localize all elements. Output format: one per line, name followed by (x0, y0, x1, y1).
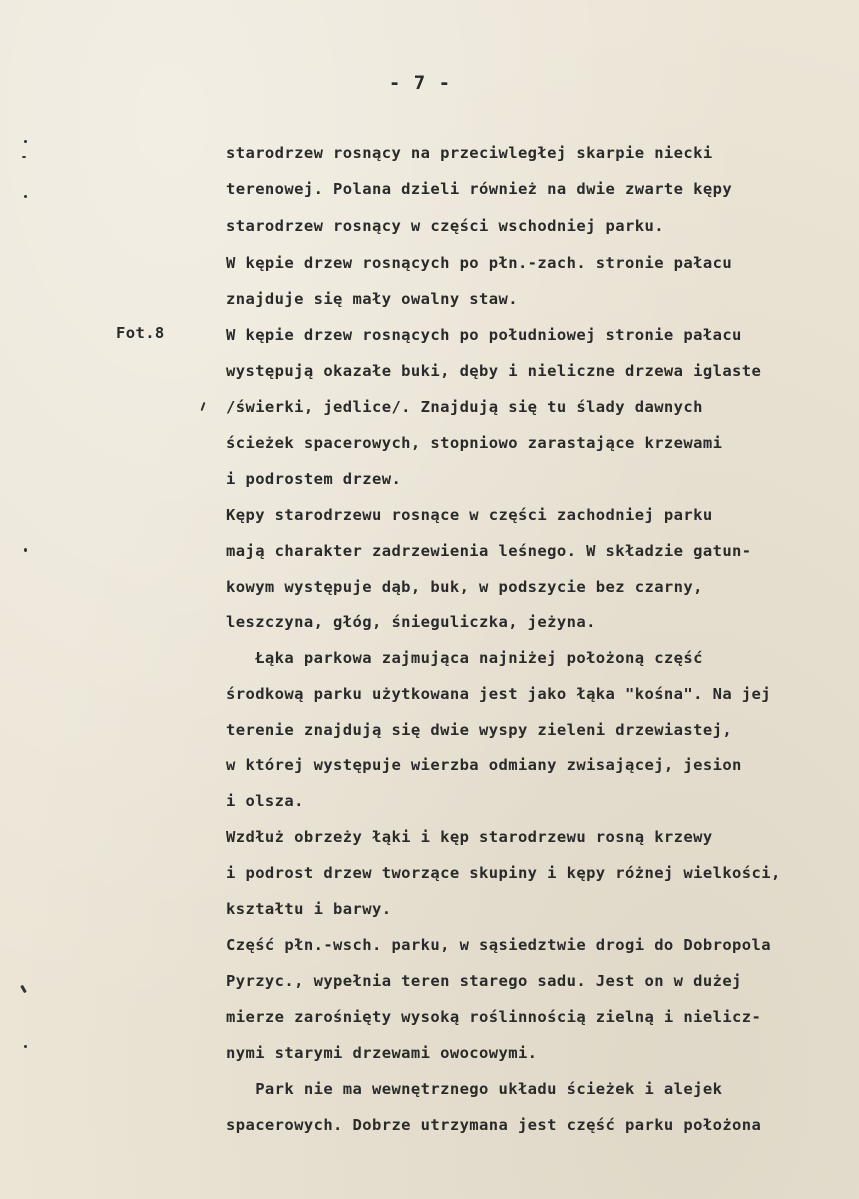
text-line: i podrostem drzew. (226, 470, 402, 488)
text-line: Kępy starodrzewu rosnące w części zachodniej parku (226, 506, 713, 524)
text-line: środkową parku użytkowana jest jako łąka "kośna". Na jej (226, 685, 771, 703)
scan-speck (22, 156, 26, 158)
text-line: terenowej. Polana dzieli również na dwie zwarte kępy (226, 180, 733, 198)
text-line: kowym występuje dąb, buk, w podszycie bez czarny, (226, 578, 703, 596)
scan-speck (201, 402, 206, 411)
text-line: Pyrzyc., wypełnia teren starego sadu. Jest on w dużej (226, 972, 742, 990)
scan-speck (24, 140, 27, 143)
scan-speck (24, 195, 27, 198)
text-line: Park nie ma wewnętrznego układu ścieżek i alejek (226, 1080, 723, 1098)
scan-speck (24, 548, 27, 552)
text-line: w której występuje wierzba odmiany zwisającej, jesion (226, 756, 742, 774)
scan-speck (24, 1045, 27, 1048)
text-line: i olsza. (226, 792, 304, 810)
text-line: W kępie drzew rosnących po płn.-zach. stronie pałacu (226, 254, 733, 272)
text-line: Łąka parkowa zajmująca najniżej położoną część (226, 649, 703, 667)
text-line: znajduje się mały owalny staw. (226, 290, 518, 308)
text-line: występują okazałe buki, dęby i nieliczne drzewa iglaste (226, 362, 762, 380)
text-line: /świerki, jedlice/. Znajdują się tu ślady dawnych (226, 398, 703, 416)
text-line: Część płn.-wsch. parku, w sąsiedztwie drogi do Dobropola (226, 936, 771, 954)
text-line: starodrzew rosnący w części wschodniej parku. (226, 217, 664, 235)
text-line: mierze zarośnięty wysoką roślinnością zielną i nielicz- (226, 1008, 762, 1026)
text-line: ścieżek spacerowych, stopniowo zarastające krzewami (226, 434, 723, 452)
text-line: starodrzew rosnący na przeciwległej skarpie niecki (226, 144, 713, 162)
text-line: W kępie drzew rosnących po południowej stronie pałacu (226, 326, 742, 344)
margin-note-photo-reference: Fot.8 (116, 324, 165, 342)
text-line: leszczyna, głóg, śnieguliczka, jeżyna. (226, 613, 596, 631)
text-line: terenie znajdują się dwie wyspy zieleni drzewiastej, (226, 721, 733, 739)
text-line: mają charakter zadrzewienia leśnego. W składzie gatun- (226, 542, 752, 560)
text-line: kształtu i barwy. (226, 900, 392, 918)
text-line: nymi starymi drzewami owocowymi. (226, 1044, 538, 1062)
text-line: i podrost drzew tworzące skupiny i kępy różnej wielkości, (226, 864, 781, 882)
scan-speck (20, 985, 27, 993)
text-line: Wzdłuż obrzeży łąki i kęp starodrzewu rosną krzewy (226, 828, 713, 846)
page-number: - 7 - (388, 72, 452, 94)
text-line: spacerowych. Dobrze utrzymana jest część parku położona (226, 1116, 762, 1134)
